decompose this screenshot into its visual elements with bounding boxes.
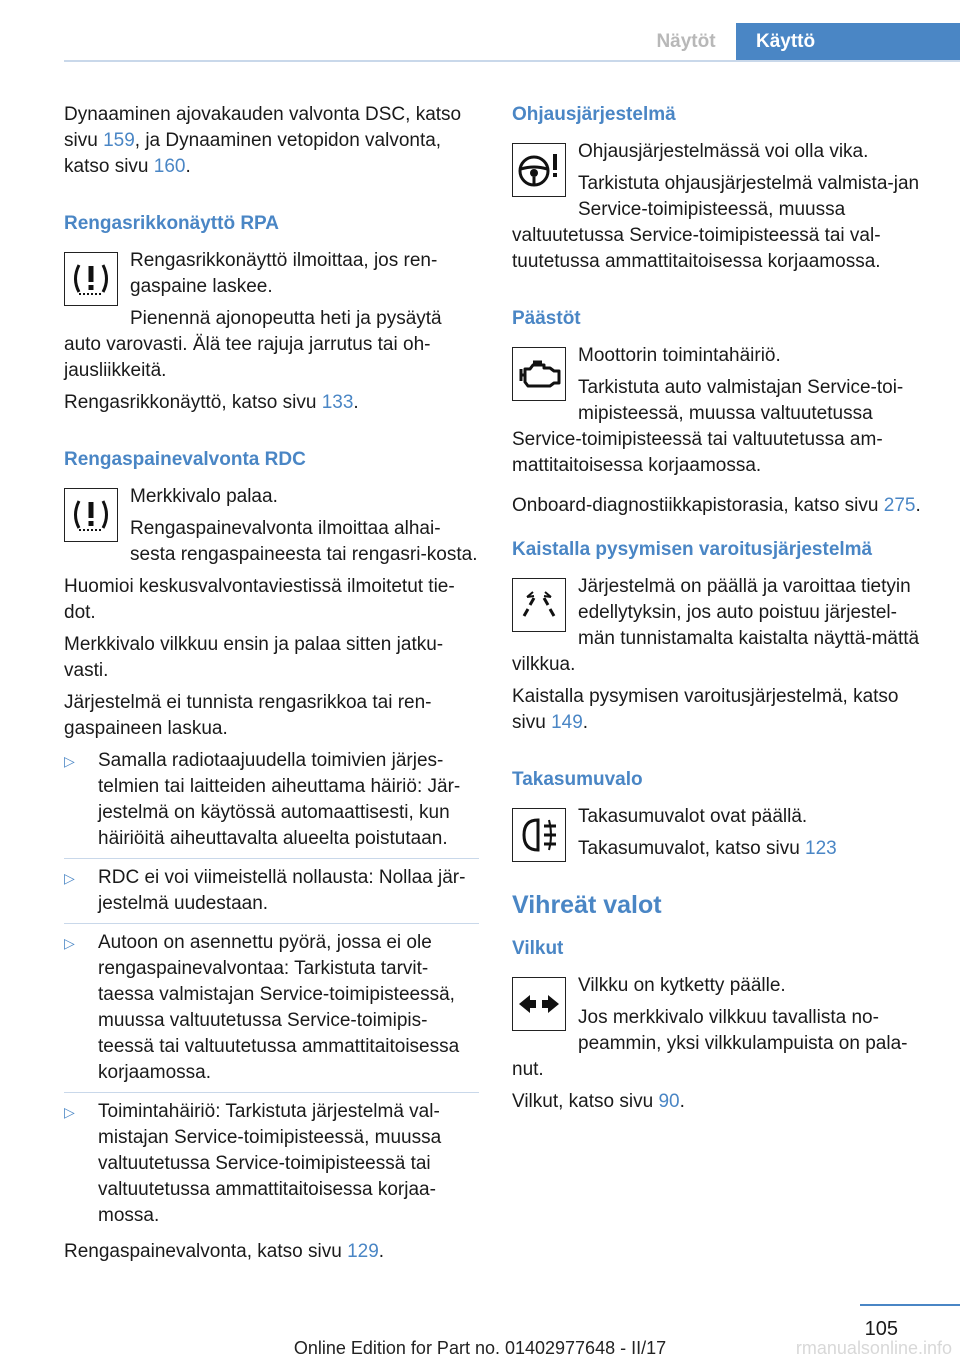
section-title-rpa: Rengasrikkonäyttö RPA xyxy=(64,213,280,234)
list-item: ▷ Samalla radiotaajuudella toimivien järjes-telmien tai laitteiden aiheuttama häiriö: Jär-jestelmä on käytössä automaattisesti, kun häiriöitä aiheuttavalta alueelta poistutaan. xyxy=(64,748,479,858)
intro-paragraph: Dynaaminen ajovakauden valvonta DSC, katso sivu 159, ja Dynaaminen vetopidon valvonta, katso sivu 160. xyxy=(64,104,462,177)
triangle-bullet-icon: ▷ xyxy=(64,870,75,886)
header-rule xyxy=(64,60,960,62)
list-item: ▷ Toimintahäiriö: Tarkistuta järjestelmä val-mistajan Service-toimipisteessä, muussa valtuutetussa Service-toimipisteessä tai valtuutetussa ammattitaitoisessa korjaa-mossa. xyxy=(64,1092,479,1235)
rdc-bullet-list xyxy=(64,748,479,1235)
page-link[interactable]: 159 xyxy=(103,130,135,151)
tire-warning-icon xyxy=(64,252,118,306)
turn-signal-icon xyxy=(512,977,566,1031)
triangle-bullet-icon: ▷ xyxy=(64,753,75,769)
page-link[interactable]: 149 xyxy=(551,712,583,733)
engine-icon xyxy=(512,347,566,401)
page-number: 105 xyxy=(864,1318,898,1340)
tab-naytot[interactable]: Näytöt xyxy=(656,31,716,52)
entry-lane: Järjestelmä on päällä ja varoittaa tietyin edellytyksin, jos auto poistuu järjestel-män tunnistamalta kaistalta näyttä-mättä vilkkua. xyxy=(512,576,920,675)
reference-indicators: Vilkut, katso sivu 90. xyxy=(512,1091,685,1112)
entry-indicators: Vilkku on kytketty päälle. Jos merkkivalo vilkkuu tavallista no-peammin, yksi vilkkulampuista on pala-nut. xyxy=(512,975,908,1080)
steering-warning-icon xyxy=(512,143,566,197)
list-item: ▷ Autoon on asennettu pyörä, jossa ei ole rengaspainevalvontaa: Tarkistuta tarvit-taessa valmistajan Service-toimipisteessä, muussa valtuutetussa Service-toimipis-teessä tai valtuutetussa ammattitaitoisessa korjaamossa. xyxy=(64,923,479,1092)
page-link[interactable]: 160 xyxy=(153,156,186,177)
right-column xyxy=(512,102,930,1121)
entry-fog: Takasumuvalot ovat päällä. Takasumuvalot, katso sivu 123 xyxy=(512,804,930,868)
section-title-lane: Kaistalla pysymisen varoitusjärjestelmä xyxy=(512,539,873,560)
entry-rdc: Merkkivalo palaa. Rengaspainevalvonta ilmoittaa alhai-sesta rengaspaineesta tai rengasri-kosta. xyxy=(64,484,479,574)
page-link[interactable]: 90 xyxy=(658,1091,680,1112)
list-item: ▷ RDC ei voi viimeistellä nollausta: Nollaa jär-jestelmä uudestaan. xyxy=(64,858,479,923)
entry-emissions: Moottorin toimintahäiriö. Tarkistuta auto valmistajan Service-toi-mipisteessä, muussa valtuutetussa Service-toimipisteessä tai valtuutetussa am-mattitaitoisessa korjaamossa. xyxy=(512,345,904,476)
entry-steering: Ohjausjärjestelmässä voi olla vika. Tarkistuta ohjausjärjestelmä valmista-jan Service-toimipisteessä, muussa valtuutetussa Service-toimipisteessä tai val-tuutetussa ammattitaitoisessa korjaamossa. xyxy=(512,141,920,272)
tire-warning-icon xyxy=(64,488,118,542)
lane-departure-icon xyxy=(512,578,566,632)
page-link[interactable]: 123 xyxy=(805,838,837,859)
section-tabs xyxy=(636,23,960,61)
watermark: rmanualsonline.info xyxy=(795,1338,952,1358)
left-column: Dynaaminen ajovakauden valvonta DSC, katso sivu 159, ja Dynaaminen vetopidon valvonta, katso sivu 160. Rengasrikkonäyttö RPA Rengasrikkonäyttö ilmoittaa, jos ren-gaspaine laskee. Pienennä ajonopeutta heti ja pysäytä auto varovasti. Älä tee rajuja jarrutus tai oh-jausliikkeitä. Rengasrikkonäyttö, katso sivu 133. Rengaspainevalvonta RDC Merkkivalo palaa. Rengaspainevalvonta ilmoittaa alhai-sesta rengaspaineesta tai rengasri-kosta. Huomioi keskusvalvontaviestissä ilmoitetut tie-dot. Merkkivalo vilkkuu ensin ja palaa sitten jatku-vasti. Järjestelmä ei tunnista rengasrikkoa tai ren-gaspaineen laskua. ▷ Samalla radiotaajuudella toimivien järjes-telmien tai laitteiden aiheuttama häiriö: Jär-jestelmä on käytössä automaattisesti, kun häiriöitä aiheuttavalta alueelta poistutaan. ▷ RDC ei voi viimeistellä nollausta: Nollaa jär-jestelmä uudestaan. ▷ Autoon on asennettu pyörä, jossa ei ole rengaspainevalvontaa: Tarkistuta tarvit-taessa valmistajan Service-toimipisteessä, muussa valtuutetussa Service-toimipis-teessä tai valtuutetussa ammattitaitoisessa korjaamossa. ▷ Toimintahäiriö: Tarkistuta järjestelmä val-mistajan Service-toimipisteessä, muussa valtuutetussa Service-toimipisteessä tai valtuutetussa ammattitaitoisessa korjaa-mossa. Rengaspainevalvonta, katso sivu 129. xyxy=(64,102,479,1271)
footer-rule xyxy=(860,1304,960,1306)
reference-lane: Kaistalla pysymisen varoitusjärjestelmä, katso sivu 149. xyxy=(512,686,899,733)
tab-kaytto[interactable]: Käyttö xyxy=(736,23,960,61)
section-title-fog: Takasumuvalo xyxy=(512,769,643,790)
page-link[interactable]: 275 xyxy=(883,495,916,516)
section-title-emissions: Päästöt xyxy=(512,308,581,329)
reference-obd: Onboard-diagnostiikkapistorasia, katso sivu 275. xyxy=(512,495,921,516)
page-link[interactable]: 133 xyxy=(321,392,354,413)
section-title-indicators: Vilkut xyxy=(512,938,564,959)
reference-rpa: Rengasrikkonäyttö, katso sivu 133. xyxy=(64,392,359,413)
triangle-bullet-icon: ▷ xyxy=(64,935,75,951)
rear-fog-light-icon xyxy=(512,808,566,862)
section-title-rdc: Rengaspainevalvonta RDC xyxy=(64,449,306,470)
heading-green-lights: Vihreät valot xyxy=(512,891,662,919)
triangle-bullet-icon: ▷ xyxy=(64,1104,75,1120)
reference-rdc: Rengaspainevalvonta, katso sivu 129. xyxy=(64,1241,385,1262)
page-link[interactable]: 129 xyxy=(347,1241,379,1262)
edition-footer: Online Edition for Part no. 01402977648 - II/17 xyxy=(293,1338,667,1358)
section-title-steering: Ohjausjärjestelmä xyxy=(512,104,676,125)
entry-rpa: Rengasrikkonäyttö ilmoittaa, jos ren-gaspaine laskee. Pienennä ajonopeutta heti ja pysäytä auto varovasti. Älä tee rajuja jarrutus tai oh-jausliikkeitä. xyxy=(64,250,442,381)
